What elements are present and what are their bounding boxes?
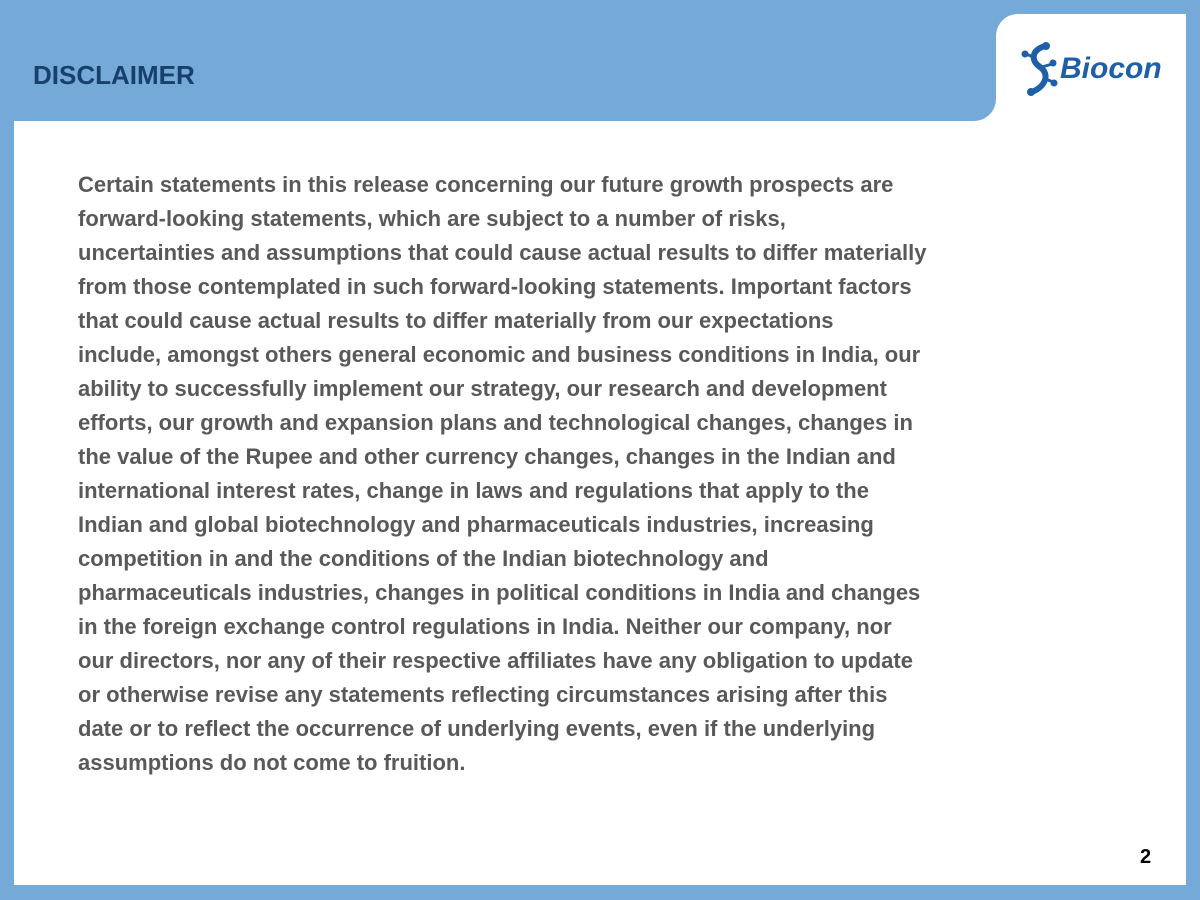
logo-text: Biocon bbox=[1060, 52, 1162, 85]
disclaimer-text: Certain statements in this release concerning our future growth prospects are forward-looking statements, which are subject to a number of risks, uncertainties and assumptions that could cause actual results to differ materially from those contemplated in such forward-looking statements. Important factors that could cause actual results to differ materially from our expectations include, amongst others general economic and business conditions in India, our ability to successfully implement our strategy, our research and development efforts, our growth and expansion plans and technological changes, changes in the value of the Rupee and other currency changes, changes in the Indian and international interest rates, change in laws and regulations that apply to the Indian and global biotechnology and pharmaceuticals industries, increasing competition in and the conditions of the Indian biotechnology and pharmaceuticals industries, changes in political conditions in India and changes in the foreign exchange control regulations in India. Neither our company, nor our directors, nor any of their respective affiliates have any obligation to update or otherwise revise any statements reflecting circumstances arising after this date or to reflect the occurrence of underlying events, even if the underlying assumptions do not come to fruition. bbox=[78, 172, 927, 775]
biocon-logo bbox=[1018, 40, 1168, 98]
page-title: DISCLAIMER bbox=[33, 60, 195, 90]
page-number: 2 bbox=[1140, 846, 1152, 868]
biocon-molecule-icon bbox=[1018, 40, 1060, 98]
logo-tab-corner bbox=[974, 99, 996, 121]
